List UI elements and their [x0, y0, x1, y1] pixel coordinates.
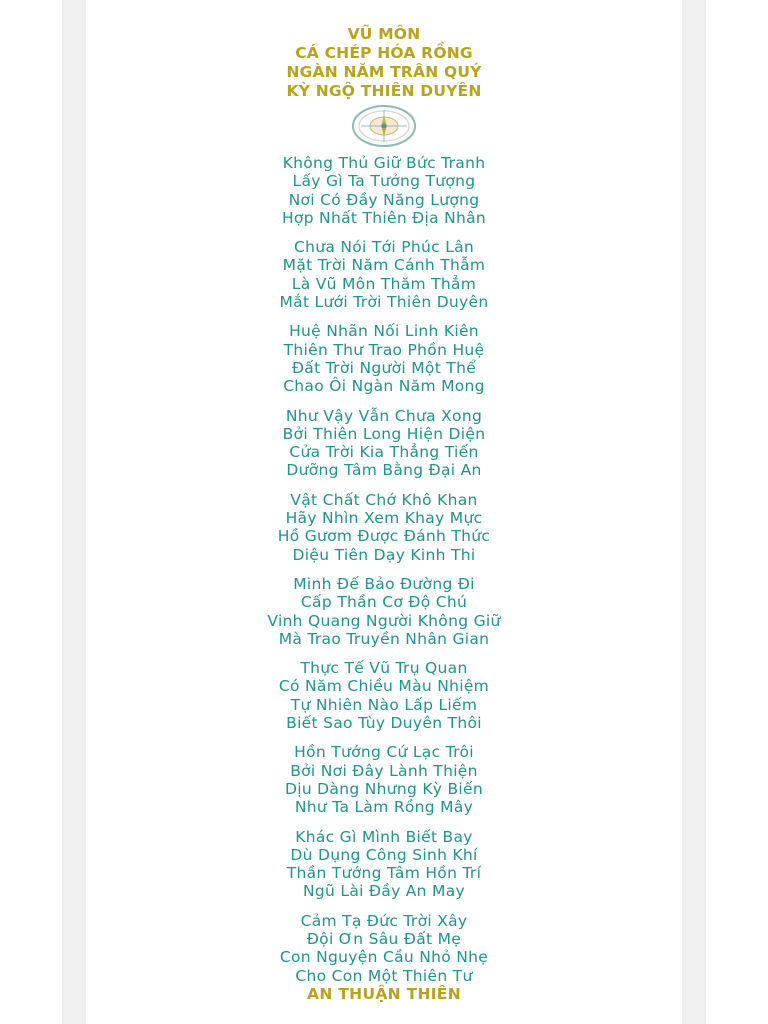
- verse-line: Mặt Trời Năm Cánh Thẫm: [282, 256, 486, 275]
- verse-line: Ngũ Lài Đầy An May: [303, 882, 465, 901]
- verse-line: Không Thủ Giữ Bức Tranh: [282, 154, 486, 172]
- stanza: [86, 912, 682, 1003]
- header-line: NGÀN NĂM TRÂN QUÝ: [286, 63, 482, 81]
- stanza: [86, 154, 682, 227]
- verse-line: Lấy Gì Ta Tưởng Tượng: [292, 172, 476, 191]
- stanza: [86, 407, 682, 480]
- verse-line: Thiên Thư Trao Phồn Huệ: [283, 340, 485, 359]
- verse-line: Minh Đế Bảo Đường Đi: [293, 574, 475, 593]
- poem-body: [86, 154, 682, 1014]
- verse-line: Đất Trời Người Một Thể: [291, 358, 477, 377]
- stanza: [86, 491, 682, 564]
- verse-line: Hồ Gươm Được Đánh Thức: [277, 527, 491, 546]
- stanza: [86, 575, 682, 648]
- header-line: VŨ MÔN: [347, 25, 421, 43]
- verse-line: Chưa Nói Tới Phúc Lân: [293, 238, 475, 257]
- left-margin-panel: [62, 0, 86, 1024]
- verse-line: Dù Dụng Công Sinh Khí: [290, 845, 478, 864]
- verse-line: Cửa Trời Kia Thẳng Tiến: [289, 443, 479, 462]
- verse-line: Huệ Nhãn Nối Linh Kiên: [289, 322, 479, 341]
- header-line: KỲ NGỘ THIÊN DUYÊN: [286, 82, 482, 100]
- verse-line: Cảm Tạ Đức Trời Xây: [300, 911, 468, 930]
- verse-line: Biết Sao Tùy Duyên Thôi: [286, 714, 482, 733]
- stanza: [86, 659, 682, 732]
- verse-line: Chao Ôi Ngàn Năm Mong: [283, 377, 485, 396]
- verse-line: Đội Ơn Sâu Đất Mẹ: [306, 929, 462, 948]
- verse-line: Như Vậy Vẫn Chưa Xong: [285, 406, 483, 425]
- verse-line: Mắt Lưới Trời Thiên Duyên: [279, 293, 489, 312]
- document-content: [86, 0, 682, 1024]
- verse-line: Vật Chất Chớ Khô Khan: [290, 490, 478, 509]
- verse-line: Thực Tế Vũ Trụ Quan: [300, 659, 468, 678]
- compass-emblem-icon: [351, 104, 417, 148]
- poem-signature: AN THUẬN THIÊN: [307, 984, 461, 1003]
- stanza: [86, 238, 682, 311]
- stanza: [86, 743, 682, 816]
- verse-line: Tự Nhiên Nào Lấp Liếm: [290, 695, 478, 714]
- verse-line: Bởi Thiên Long Hiện Diện: [282, 424, 486, 443]
- verse-line: Nơi Có Đầy Năng Lượng: [288, 190, 480, 209]
- verse-line: Hồn Tướng Cứ Lạc Trôi: [294, 743, 474, 762]
- verse-line: Như Ta Làm Rồng Mây: [294, 798, 474, 817]
- verse-line: Hãy Nhìn Xem Khay Mực: [285, 509, 483, 528]
- stanza: [86, 322, 682, 395]
- verse-line: Diệu Tiên Dạy Kinh Thi: [292, 545, 476, 564]
- verse-line: Mà Trao Truyền Nhân Gian: [278, 629, 490, 648]
- right-margin-panel: [682, 0, 706, 1024]
- verse-line: Dịu Dàng Nhưng Kỳ Biến: [284, 779, 483, 798]
- verse-line: Dưỡng Tâm Bằng Đại An: [286, 461, 482, 480]
- verse-line: Thần Tướng Tâm Hồn Trí: [286, 864, 482, 883]
- header-line: CÁ CHÉP HÓA RỒNG: [295, 44, 473, 62]
- verse-line: Có Năm Chiều Màu Nhiệm: [278, 677, 490, 696]
- verse-line: Cấp Thần Cơ Độ Chú: [300, 593, 468, 612]
- verse-line: Bởi Nơi Đây Lành Thiện: [290, 761, 478, 780]
- verse-line: Vinh Quang Người Không Giữ: [267, 611, 501, 630]
- verse-line: Khác Gì Mình Biết Bay: [295, 827, 473, 846]
- verse-line: Hợp Nhất Thiên Địa Nhân: [281, 208, 487, 227]
- stanza: [86, 828, 682, 901]
- verse-line: Cho Con Một Thiên Tư: [295, 966, 473, 985]
- poem-header: [86, 25, 682, 101]
- verse-line: Là Vũ Môn Thăm Thẳm: [291, 274, 477, 293]
- verse-line: Con Nguyện Cầu Nhỏ Nhẹ: [279, 948, 489, 967]
